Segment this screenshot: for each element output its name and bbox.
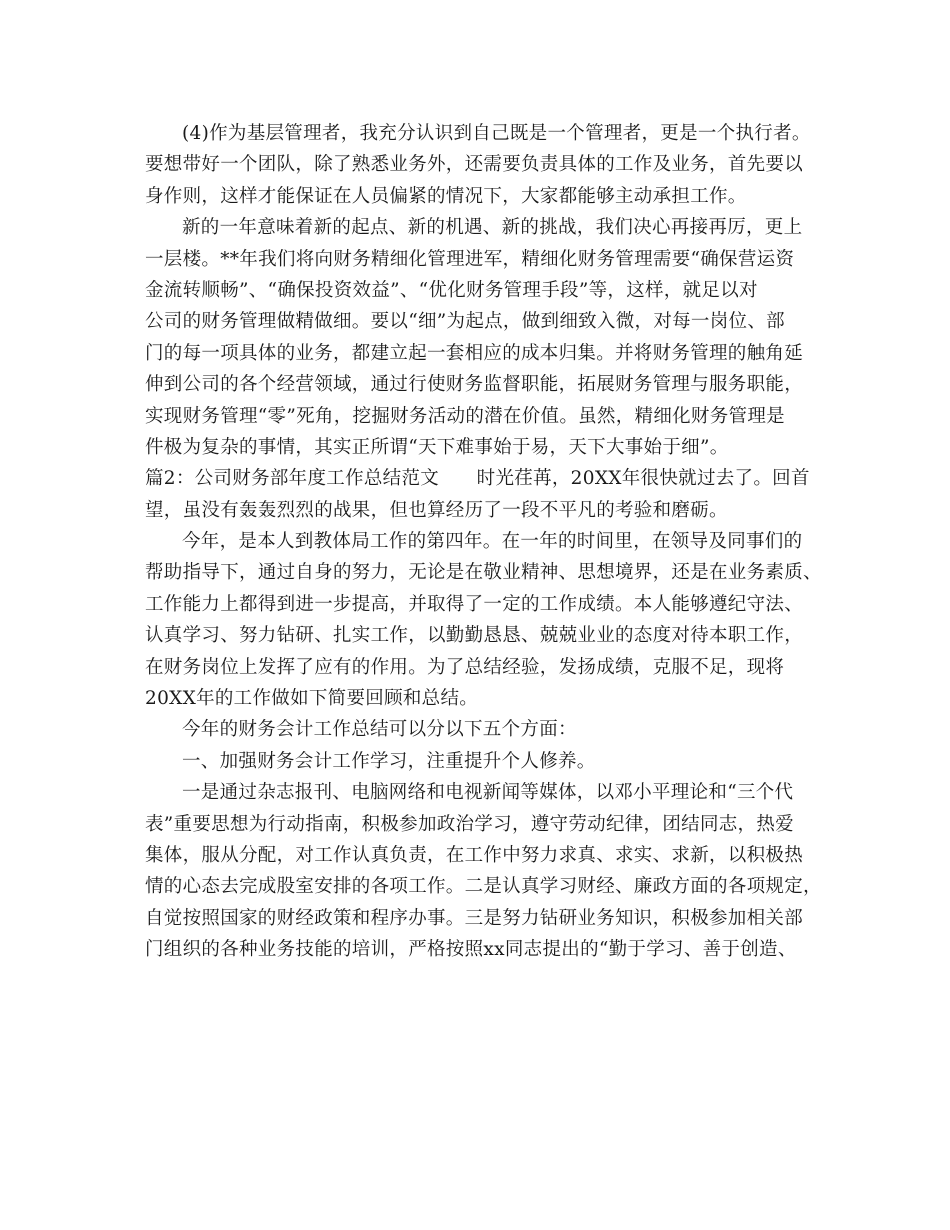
text-line: 伸到公司的各个经营领域，通过行使财务监督职能，拓展财务管理与服务职能， xyxy=(145,374,804,396)
text-line: 表”重要思想为行动指南，积极参加政治学习，遵守劳动纪律，团结同志，热爱 xyxy=(145,813,794,835)
text-line: 帮助指导下，通过自身的努力，无论是在敬业精神、思想境界，还是在业务素质、 xyxy=(145,562,822,584)
text-line: 情的心态去完成股室安排的各项工作。二是认真学习财经、廉政方面的各项规定， xyxy=(145,876,822,898)
text-line: 今年的财务会计工作总结可以分以下五个方面： xyxy=(182,719,577,741)
text-line: 一是通过杂志报刊、电脑网络和电视新闻等媒体，以邓小平理论和“三个代 xyxy=(182,782,794,804)
text-line: 身作则，这样才能保证在人员偏紧的情况下，大家都能够主动承担工作。 xyxy=(145,185,747,207)
text-line: 新的一年意味着新的起点、新的机遇、新的挑战，我们决心再接再厉，更上 xyxy=(182,217,803,239)
text-line: 实现财务管理“零”死角，挖掘财务活动的潜在价值。虽然，精细化财务管理是 xyxy=(145,405,785,427)
text-line: 门组织的各种业务技能的培训，严格按照xx同志提出的“勤于学习、善于创造、 xyxy=(145,939,797,961)
text-line: (4)作为基层管理者，我充分认识到自己既是一个管理者，更是一个执行者。 xyxy=(182,123,811,144)
text-line: 在财务岗位上发挥了应有的作用。为了总结经验，发扬成绩，克服不足，现将 xyxy=(145,656,785,678)
text-line: 篇2：公司财务部年度工作总结范文 时光荏苒，20XX年很快就过去了。回首 xyxy=(145,468,810,490)
text-line: 工作能力上都得到进一步提高，并取得了一定的工作成绩。本人能够遵纪守法、 xyxy=(145,593,804,615)
text-line: 望，虽没有轰轰烈烈的战果，但也算经历了一段不平凡的考验和磨砺。 xyxy=(145,499,728,521)
text-line: 自觉按照国家的财经政策和程序办事。三是努力钻研业务知识，积极参加相关部 xyxy=(145,907,804,929)
text-line: 20XX年的工作做如下简要回顾和总结。 xyxy=(145,688,479,710)
text-line: 集体，服从分配，对工作认真负责，在工作中努力求真、求实、求新，以积极热 xyxy=(145,844,804,866)
text-line: 一层楼。**年我们将向财务精细化管理进军，精细化财务管理需要“确保营运资 xyxy=(145,248,795,270)
text-line: 件极为复杂的事情，其实正所谓“天下难事始于易，天下大事始于细”。 xyxy=(145,436,729,458)
text-line: 门的每一项具体的业务，都建立起一套相应的成本归集。并将财务管理的触角延 xyxy=(145,342,804,364)
text-line: 今年，是本人到教体局工作的第四年。在一年的时间里，在领导及同事们的 xyxy=(182,531,803,553)
text-line: 公司的财务管理做精做细。要以“细”为起点，做到细致入微，对每一岗位、部 xyxy=(145,311,785,333)
text-line: 金流转顺畅”、“确保投资效益”、“优化财务管理手段”等，这样，就足以对 xyxy=(145,279,758,301)
text-line: 一、加强财务会计工作学习，注重提升个人修养。 xyxy=(182,750,596,772)
document-body xyxy=(145,118,822,966)
text-line: 认真学习、努力钻研、扎实工作，以勤勤恳恳、兢兢业业的态度对待本职工作， xyxy=(145,625,804,647)
text-line: 要想带好一个团队，除了熟悉业务外，还需要负责具体的工作及业务，首先要以 xyxy=(145,154,804,176)
